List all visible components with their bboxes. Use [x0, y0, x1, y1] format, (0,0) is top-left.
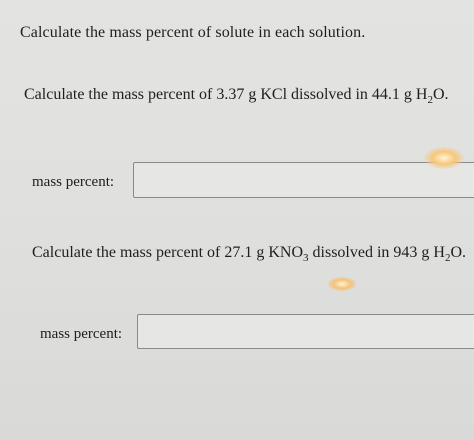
screen-glare-reflection [328, 277, 356, 291]
question-2-subscript-2: 2 [444, 252, 451, 264]
question-1-mass-percent-input[interactable] [133, 162, 474, 198]
question-2-text [32, 244, 466, 262]
question-1-text-end: O. [432, 86, 449, 103]
question-1-answer-label: mass percent: [32, 174, 115, 190]
question-2-text-part: Calculate the mass percent of 27.1 g KNO [32, 244, 304, 261]
question-1-text [24, 86, 449, 104]
question-1-subscript: 2 [427, 94, 433, 106]
question-2-subscript-1: 3 [303, 252, 309, 264]
page-title: Calculate the mass percent of solute in each solution. [20, 24, 366, 41]
question-2-text-middle: dissolved in 943 g H [308, 244, 445, 261]
question-2-text-end: O. [450, 244, 467, 261]
question-2-answer-label: mass percent: [40, 326, 123, 342]
question-2-mass-percent-input[interactable] [137, 314, 474, 349]
question-1-text-part: Calculate the mass percent of 3.37 g KCl dissolved in 44.1 g H [24, 86, 428, 103]
